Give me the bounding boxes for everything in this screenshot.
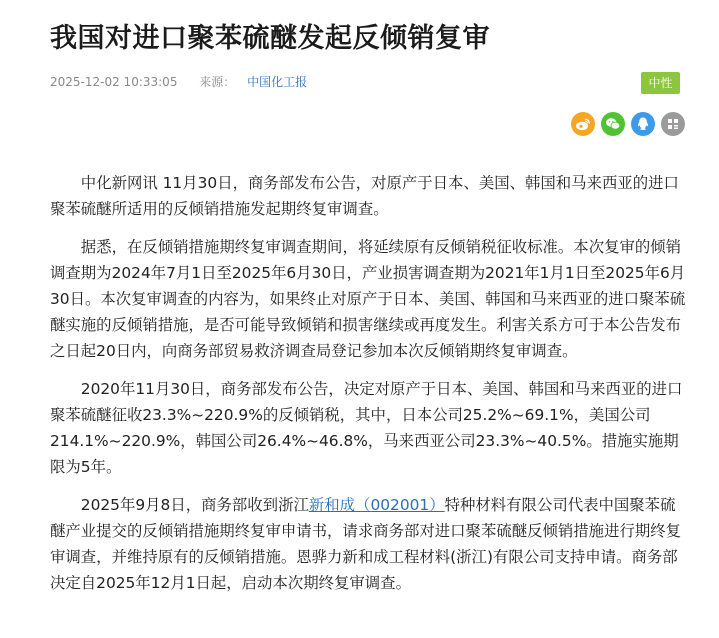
weibo-icon[interactable] [571,112,595,136]
qq-icon[interactable] [631,112,655,136]
paragraph-4 [50,492,690,596]
paragraph-3: 2020年11月30日，商务部发布公告，决定对原产于日本、美国、韩国和马来西亚的进口聚苯硫醚征收23.3%~220.9%的反倾销税，其中，日本公司25.2%~69.1%，美国公司214.1%~220.9%，韩国公司26.4%~46.8%，马来西亚公司23.3%~40.5%。措施实施期限为5年。 [50,380,683,476]
more-icon[interactable] [661,112,685,136]
article-meta [50,73,307,90]
sentiment-tag: 中性 [641,72,680,94]
stock-code-link[interactable]: （002001） [355,496,445,514]
article-body [50,170,690,608]
article-title: 我国对进口聚苯硫醚发起反倾销复审 [50,23,490,54]
wechat-icon[interactable] [601,112,625,136]
paragraph-4-lead: 2025年9月8日，商务部收到浙江 [80,496,309,514]
paragraph-4-rest: 特种材料有限公司代表中国聚苯硫醚产业提交的反倾销措施期终复审申请书，请求商务部对进口聚苯硫醚反倾销措施进行期终复审调查，并维持原有的反倾销措施。恩骅力新和成工程材料(浙江)有限公司支持申请。商务部决定自2025年12月1日起，启动本次期终复审调查。 [50,496,682,592]
share-bar [571,112,685,136]
paragraph-1: 中化新网讯 11月30日，商务部发布公告，对原产于日本、美国、韩国和马来西亚的进口聚苯硫醚所适用的反倾销措施发起期终复审调查。 [50,174,679,218]
source-link[interactable]: 中国化工报 [247,75,308,89]
source-label: 来源： [199,75,236,89]
paragraph-2: 据悉，在反倾销措施期终复审调查期间，将延续原有反倾销税征收标准。本次复审的倾销调查期为2024年7月1日至2025年6月30日，产业损害调查期为2021年1月1日至2025年6月30日。本次复审调查的内容为，如果终止对原产于日本、美国、韩国和马来西亚的进口聚苯硫醚实施的反倾销措施，是否可能导致倾销和损害继续或再度发生。利害关系方可于本公告发布之日起20日内，向商务部贸易救济调查局登记参加本次反倾销期终复审调查。 [50,238,686,360]
stock-name-link[interactable]: 新和成 [308,496,356,514]
publish-datetime: 2025-12-02 10:33:05 [50,75,178,89]
